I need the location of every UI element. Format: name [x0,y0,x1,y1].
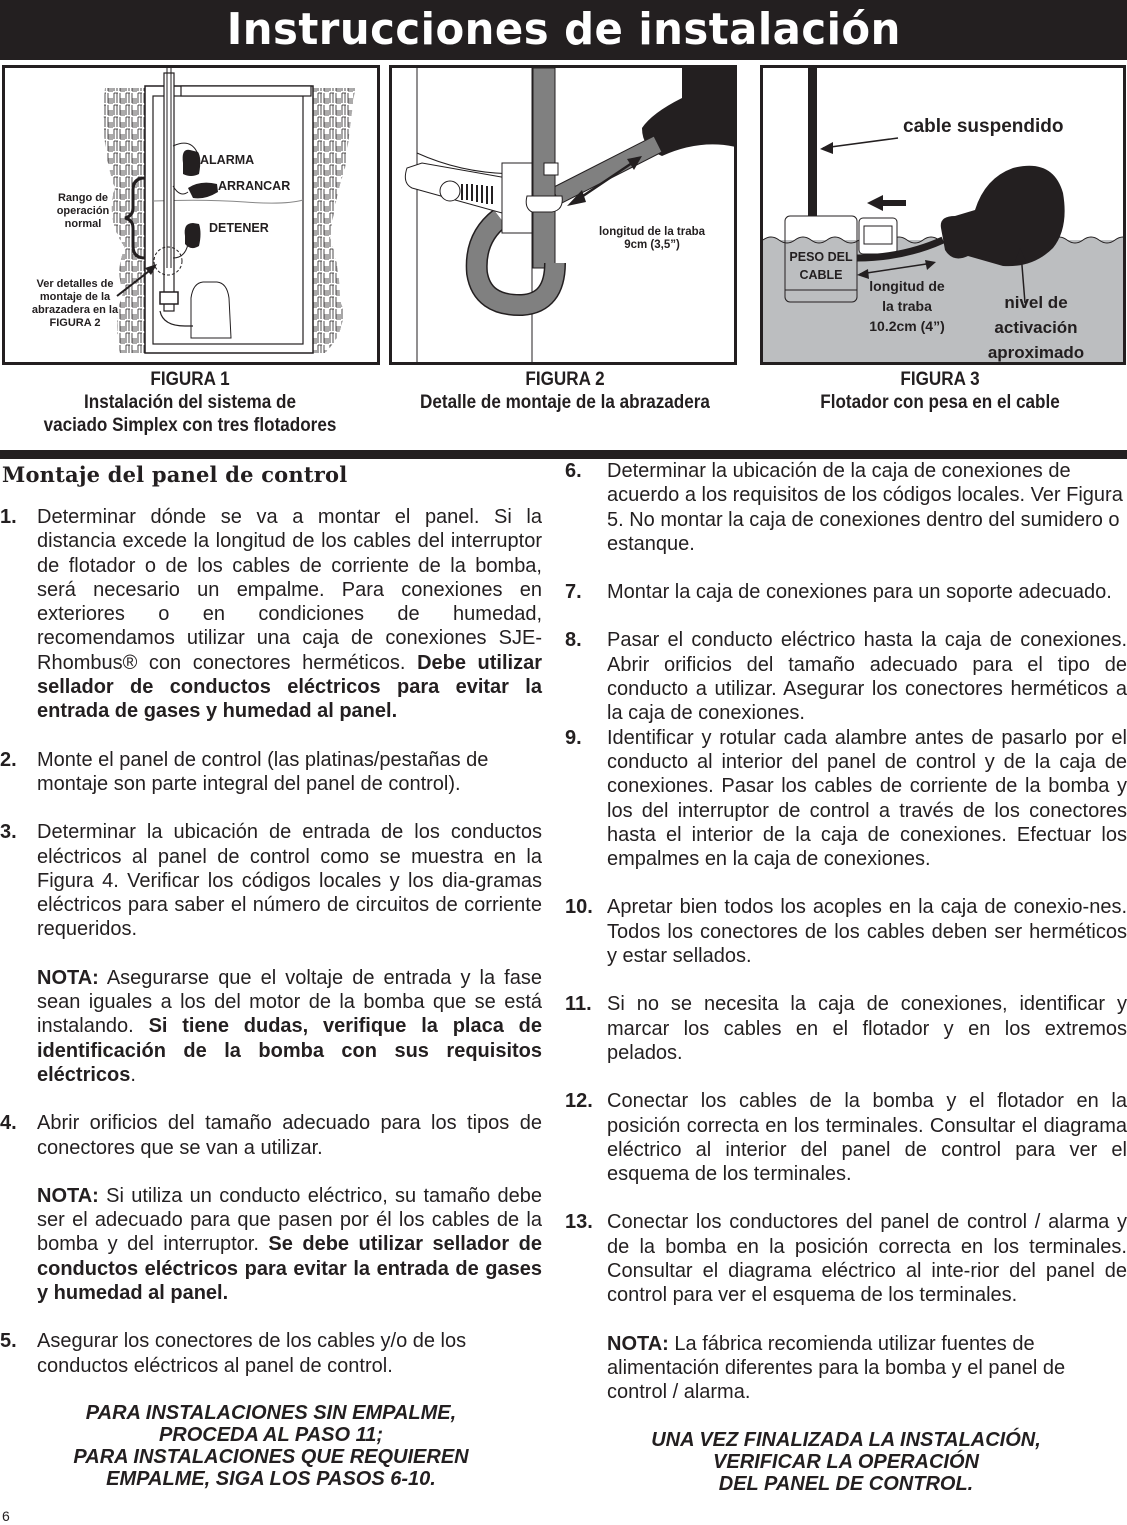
step-10: 10. Apretar bien todos los acoples en la caja de conexio-nes. Todos los conectores de los cables deben ser herméticos y estar sellados. [565,896,1127,968]
step-2: 2. Monte el panel de control (las platinas/pestañas de montaje son parte integral del panel de control). [0,748,489,795]
note: NOTA: Si utiliza un conducto eléctrico, su tamaño debe ser el adecuado para que pasen por él los cables de la bomba y del interruptor. Se debe utilizar sellador de conductos eléctricos para evitar la entrada de gases y humedad al panel. [37,1184,542,1305]
suspended-cable-label: cable suspendido [903,116,1064,137]
step-6: 6. Determinar la ubicación de la caja de conexiones de acuerdo a los requisitos de los códigos locales. Ver Figura 5. No montar la caja de conexiones dentro del sumidero o estanque. [565,460,1123,555]
step-4: 4. Abrir orificios del tamaño adecuado para los tipos de conectores que se van a utilizar. NOTA: Si utiliza un conducto eléctrico, su tamaño debe ser el adecuado para que pasen por él los cables de la bomba y del interruptor. Se debe utilizar sellador de conductos eléctricos para evitar la entrada de gases y humedad al panel. [0,1112,542,1305]
clamp-detail-diagram-icon [392,68,737,365]
step-number: 5. [0,1330,17,1353]
activation-level-label: nivel de activación aproximado [987,293,1085,362]
page-title-bar [0,0,1127,60]
section-divider [0,450,1127,459]
step-13: 13. Conectar los conductores del panel de control / alarma y de la bomba en la posición correcta en los terminales. Consultar el diagrama eléctrico al inte-rior del panel de control para ver el esquema de los terminales. NOTA: La fábrica recomienda utilizar fuentes de alimentación diferentes para la bomba y el panel de control / alarma. [565,1211,1127,1404]
step-number: 3. [0,821,17,844]
instructions-left-column [0,505,542,1490]
figure-3-illustration [760,65,1126,365]
verify-callout: UNA VEZ FINALIZADA LA INSTALACIÓN, VERIFICAR LA OPERACIÓN DEL PANEL DE CONTROL. [651,1428,1041,1495]
step-3: 3. Determinar la ubicación de entrada de los conductos eléctricos al panel de control como se muestra en la Figura 4. Verificar los códigos locales y los dia-gramas eléctricos para saber el número de circuitos de corriente requeridos. NOTA: Asegurarse que el voltaje de entrada y la fase sean iguales a los del motor de la bomba que se está instalando. Si tiene dudas, verifique la placa de identificación de la bomba con sus requisitos eléctricos. [0,821,543,1086]
float-label-start: ARRANCAR [218,179,291,193]
step-number: 12. [565,1090,593,1113]
figure-3-caption: FIGURA 3 Flotador con pesa en el cable [820,369,1060,413]
step-number: 4. [0,1112,17,1135]
step-11: 11. Si no se necesita la caja de conexiones, identificar y marcar los cables en el flotador y en los extremos pelados. [565,993,1127,1064]
figure-1-caption: FIGURA 1 Instalación del sistema de vaciado Simplex con tres flotadores [43,369,337,436]
instructions-right-column [565,459,1127,1495]
cable-weight-label: PESO DEL CABLE [789,250,853,282]
tether-length-label: longitud de la traba 9cm (3,5”) [598,226,706,251]
float-label-stop: DETENER [209,221,269,235]
step-number: 1. [0,506,17,528]
note: NOTA: Asegurarse que el voltaje de entrada y la fase sean iguales a los del motor de la bomba que se está instalando. Si tiene dudas, verifique la placa de identificación de la bomba con sus requisitos eléctricos. [37,966,543,1086]
page-number: 6 [2,1508,10,1524]
note: NOTA: La fábrica recomienda utilizar fuentes de alimentación diferentes para la bomba y el panel de control / alarma. [607,1332,1066,1404]
step-5: 5. Asegurar los conectores de los cables y/o de los conductos eléctricos al panel de control. [0,1330,467,1377]
section-title: Montaje del panel de control [2,462,348,487]
step-number: 10. [565,896,593,919]
figure-1-illustration [2,65,380,365]
tether-length-label: longitud de la traba 10.2cm (4”) [869,278,945,334]
splice-callout: PARA INSTALACIONES SIN EMPALME, PROCEDA AL PASO 11; PARA INSTALACIONES QUE REQUIEREN EMPALME, SIGA LOS PASOS 6-10. [73,1401,469,1490]
figure-2-caption: FIGURA 2 Detalle de montaje de la abrazadera [420,369,710,413]
step-number: 8. [565,629,582,652]
figure-2-illustration [389,65,737,365]
step-12: 12. Conectar los cables de la bomba y el flotador en la posición correcta en los terminales. Consultar el diagrama eléctrico al interior del panel de control para ver el esquema de los terminales. [565,1090,1127,1186]
step-number: 2. [0,748,17,771]
page-title: Instrucciones de instalación [226,4,901,55]
step-number: 11. [565,993,592,1016]
range-label: Rango de operación normal [56,192,110,230]
step-number: 13. [565,1211,593,1234]
step-8: 8. Pasar el conducto eléctrico hasta la caja de conexiones. Abrir orificios del tamaño adecuado para el tipo de conducto a utilizar. Asegurar los conectores herméticos a la caja de conexiones. [565,629,1127,725]
float-label-alarm: ALARMA [200,153,255,167]
step-number: 7. [565,581,582,604]
step-number: 9. [565,726,582,749]
step-1: 1. Determinar dónde se va a montar el panel. Si la distancia excede la longitud de los cables del interruptor de flotador o de los cables de corriente de la bomba, será necesario un empalme. Para conexiones en exteriores o en condiciones de humedad, recomendamos utilizar una caja de conexiones SJE-Rhombus® con conectores herméticos. Debe utilizar sellador de conductos eléctricos para evitar la entrada de gases y humedad al panel. [0,506,542,723]
step-number: 6. [565,460,582,482]
step-7: 7. Montar la caja de conexiones para un soporte adecuado. [565,581,1112,604]
detail-reference-label: Ver detalles de montaje de la abrazadera en la FIGURA 2 [31,278,119,329]
step-9: 9. Identificar y rotular cada alambre antes de pasarlo por el conducto al interior del panel de control y de la caja de conexiones. Pasar los cables de corriente de la bomba y los del interruptor de control a través de los conectores hasta el interior de la caja de conexiones. Efectuar los empalmes en la caja de conexiones. [565,726,1127,871]
